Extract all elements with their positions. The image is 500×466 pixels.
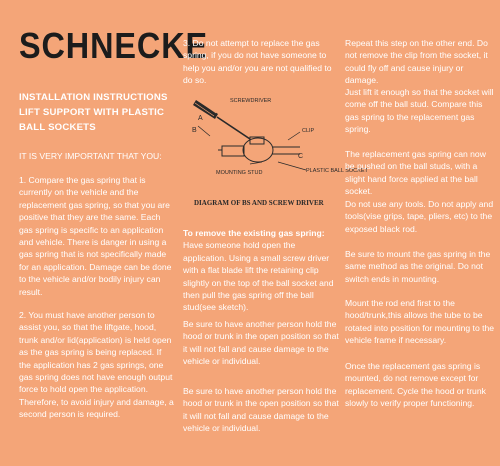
ball-socket-icon [218,137,300,162]
arrow-clip [288,132,300,140]
step-1-text: 1. Compare the gas spring that is currently on the vehicle and the replacement gas spring, so that you are positive that they are the same. Each gas spring is specific to an application and vehicle. There is danger in using a gas spring that is not specifically made for an application. Damage can be done to the vehicle and/or bodily injury can result. [19,175,172,297]
col3-para-3: The replacement gas spring can now be pushed on the ball studs, with a slight hand force applied at the ball socket. [345,149,486,197]
intro-text: IT IS VERY IMPORTANT THAT YOU: [19,151,162,161]
remove-section [183,227,339,314]
col3-para-4: Do not use any tools. Do not apply and tools(vise grips, tape, pliers, etc) to the exposed black rod. [345,199,494,234]
label-mounting-stud: MOUNTING STUD [216,170,263,176]
label-clip: CLIP [302,128,315,134]
caution-1-text: Be sure to have another person hold the hood or trunk in the open position so that it will not fall and cause damage to the vehicle or individual. [183,319,339,367]
diagram-caption: DIAGRAM OF BS AND SCREW DRIVER [194,199,324,207]
ball-socket-diagram [188,92,368,196]
label-b: B [192,127,197,134]
remove-text: Have someone hold open the application. Using a small screw driver with a flat blade lift the retaining clip slightly on the top of the ball socket and then pull the gas spring off the ball stud(see sketch). [183,240,334,313]
col3-para-6: Mount the rod end first to the hood/trunk,this allows the tube to be rotated into position for mounting to the vehicle frame if necessary. [345,298,495,346]
arrow-b [198,126,210,136]
label-a: A [198,115,203,122]
step-2-text: 2. You must have another person to assist you, so that the liftgate, hood, trunk and/or lid(application) is held open as the gas spring is being replaced. If the application has 2 gas springs, one gas spring does not have enough output force to hold open the application. Therefore, to avoid injury and damage, a second person is required. [19,310,174,420]
col3-para-1: Repeat this step on the other end. Do not remove the clip from the socket, it could fly off and cause injury or damage. [345,38,488,86]
caution-2-text: Be sure to have another person hold the hood or trunk in the open position so that it will not fall and cause damage to the vehicle or individual. [183,386,339,434]
label-plastic-ball-socket: PLASTIC BALL SOCKET [306,168,368,174]
col3-para-5: Be sure to mount the gas spring in the same method as the original. Do not switch ends in mounting. [345,249,491,284]
remove-heading: To remove the existing gas spring: [183,228,325,238]
col3-para-2: Just lift it enough so that the socket will come off the ball stud. Compare this gas spring to the replacement gas spring. [345,87,494,135]
brand-logo: SCHNECKE [19,25,209,66]
arrow-socket [278,162,306,170]
step-3-text: 3. Do not attempt to replace the gas spring, if you do not have someone to help you and/or you are not qualified to do so. [183,38,332,86]
page-title: INSTALLATION INSTRUCTIONS LIFT SUPPORT WITH PLASTIC BALL SOCKETS [19,92,168,133]
label-screwdriver: SCREWDRIVER [230,98,272,104]
label-c: C [298,153,304,160]
col3-para-7: Once the replacement gas spring is mounted, do not remove except for replacement. Cycle the hood or trunk slowly to verify proper functioning. [345,361,486,409]
